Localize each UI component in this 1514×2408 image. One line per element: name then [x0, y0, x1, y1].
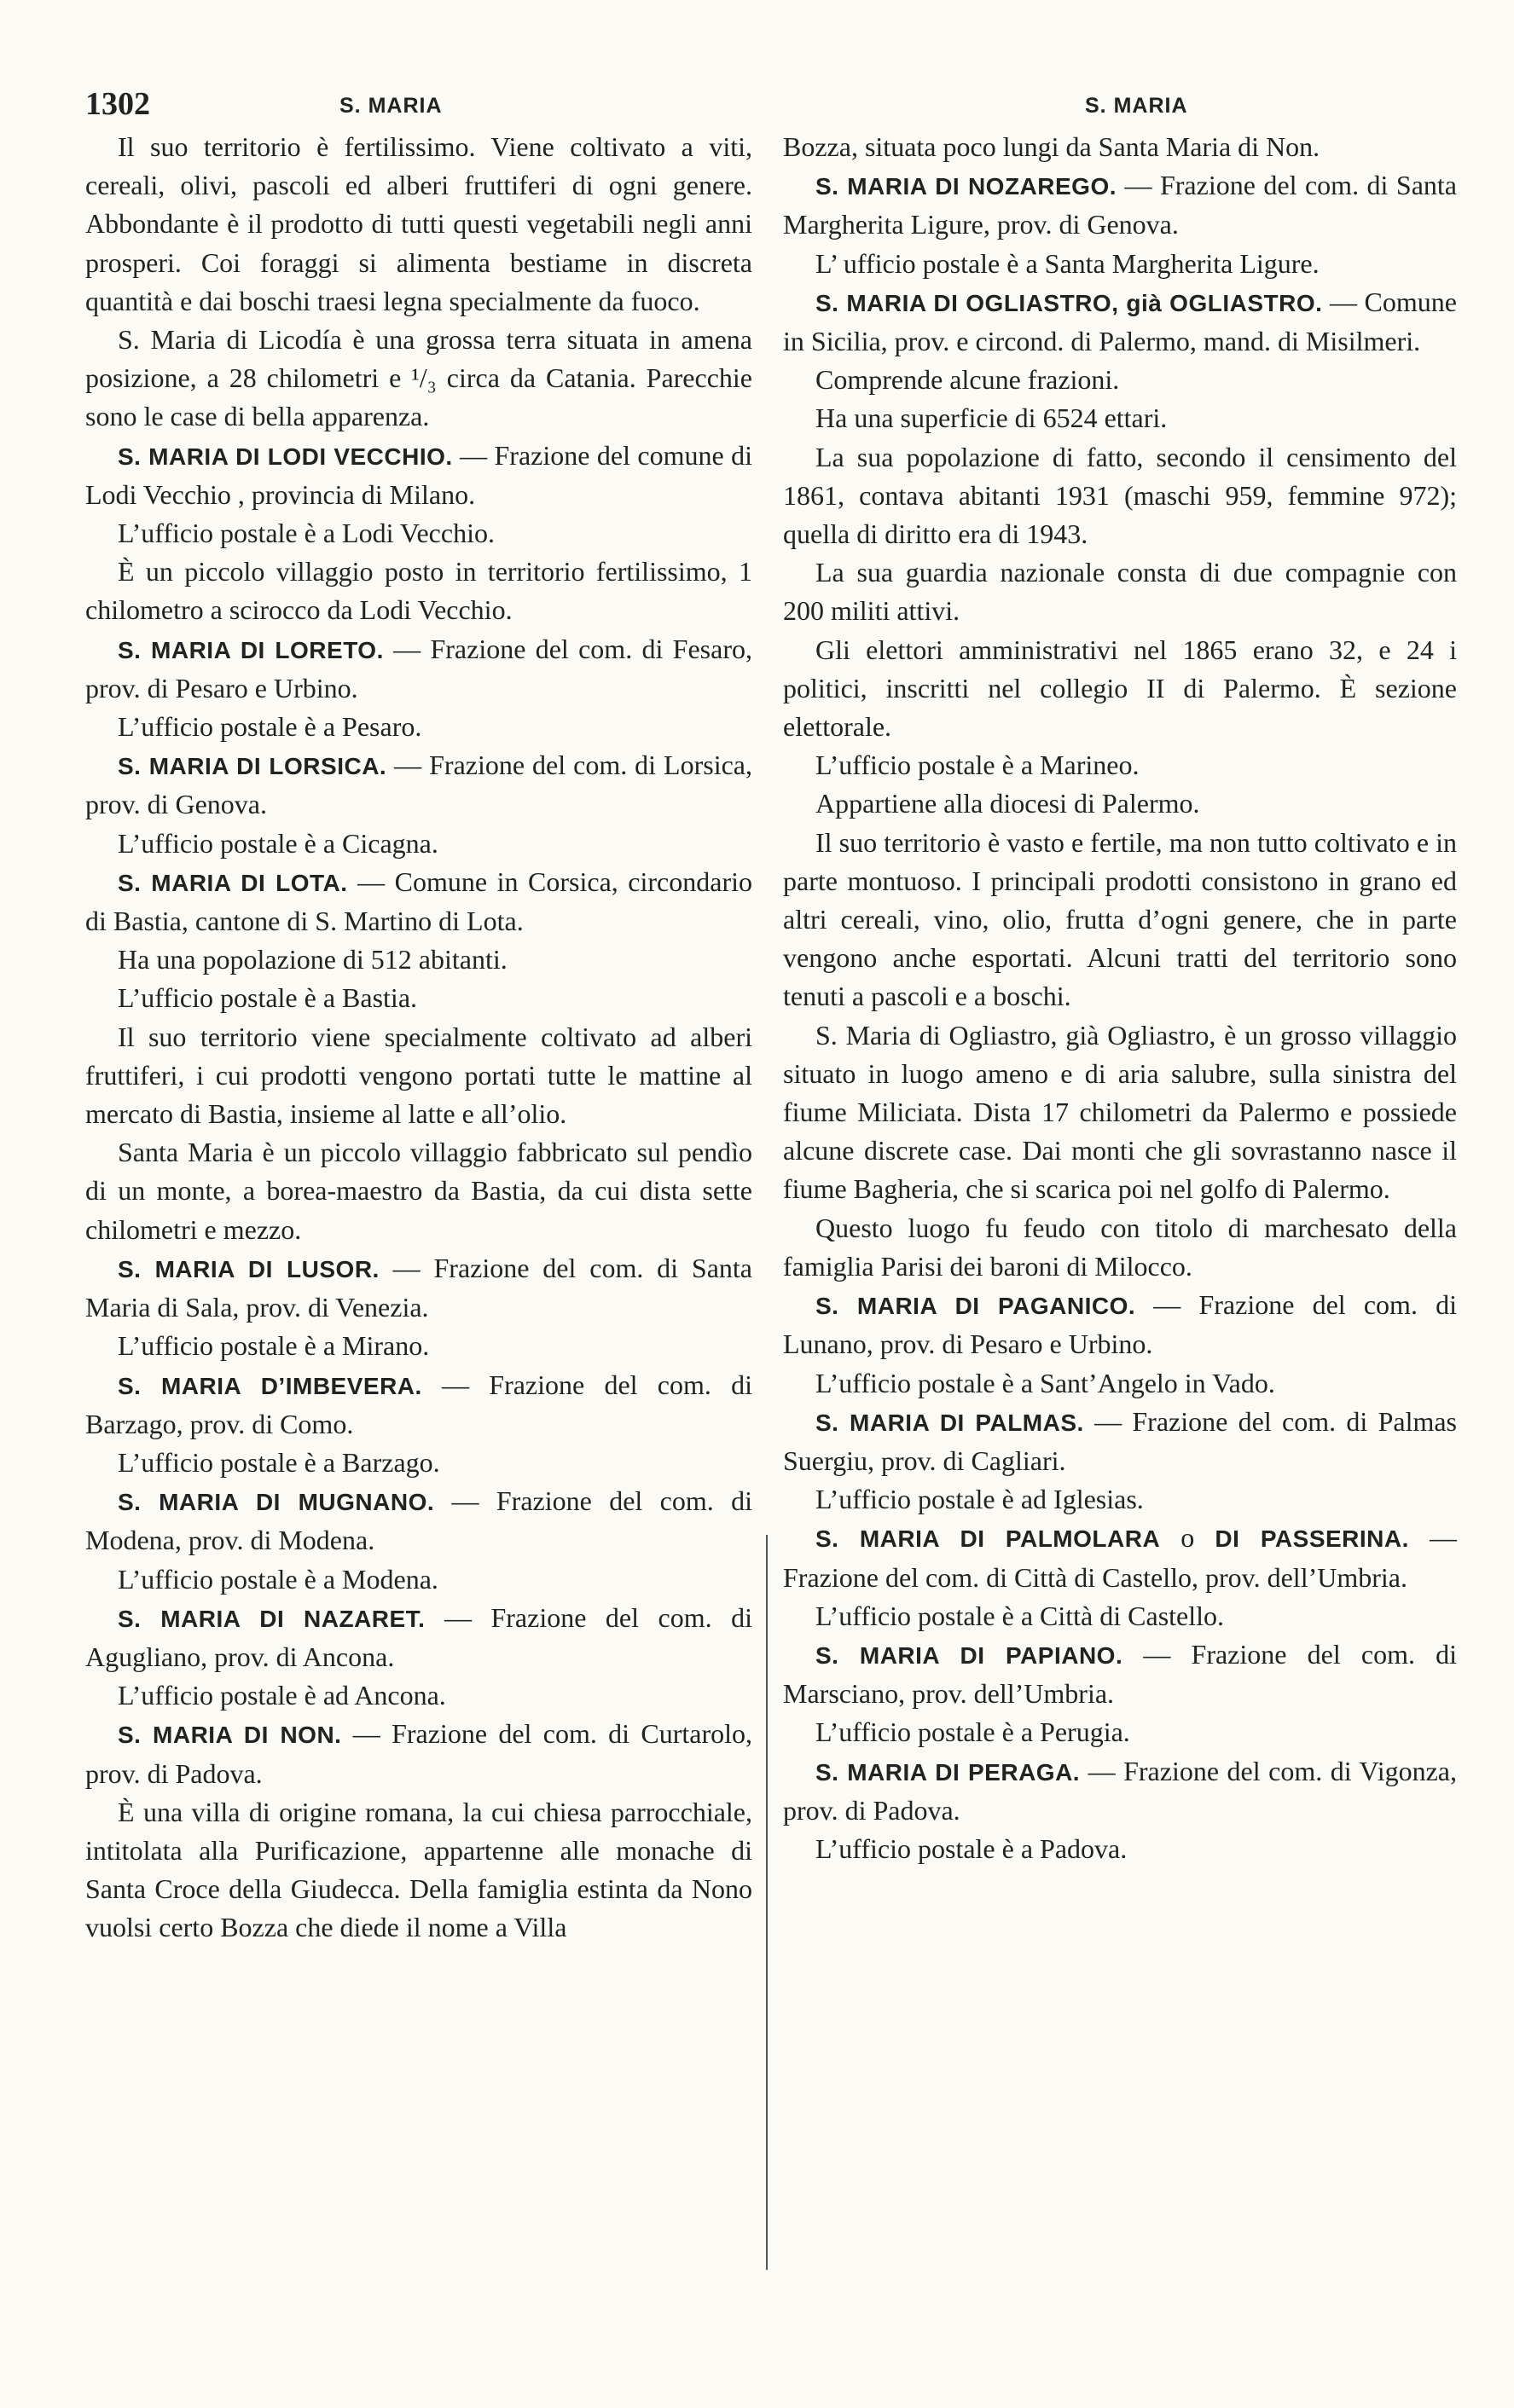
entry-heading: S. MARIA DI LODI VECCHIO. — [118, 443, 453, 470]
entry-text: — Frazione del com. di Santa Margherita Ligure, prov. di Genova. — [783, 170, 1458, 240]
running-head-left: S. MARIA — [339, 94, 443, 118]
paragraph: Ha una superficie di 6524 ettari. — [815, 402, 1168, 434]
paragraph-continued: Bozza, situata poco lungi da Santa Maria di Non. — [783, 131, 1320, 162]
paragraph: Santa Maria è un piccolo villaggio fabbricato sul pendìo di un monte, a borea-maestro da Bastia, da cui dista sette chilometri e mezzo. — [85, 1137, 752, 1245]
paragraph: L’ufficio postale è a Mirano. — [118, 1330, 430, 1362]
entry-ogliastro — [783, 283, 1457, 361]
entry-text: — Comune in Sicilia, prov. e circond. di Palermo, mand. di Misilmeri. — [783, 286, 1457, 357]
paragraph: L’ufficio postale è a Marineo. — [815, 750, 1140, 781]
entry-heading: S. MARIA DI LORETO. — [118, 636, 384, 663]
entry-paganico — [783, 1286, 1457, 1363]
paragraph: L’ ufficio postale è a Santa Margherita Ligure. — [815, 247, 1320, 279]
entry-mugnano — [85, 1482, 752, 1560]
right-column — [783, 128, 1457, 1868]
entry-text: — Frazione del com. di Agugliano, prov. di Ancona. — [85, 1601, 752, 1672]
entry-heading: S. MARIA DI NOZAREGO. — [815, 173, 1117, 200]
entry-lorsica — [85, 746, 752, 824]
entry-loreto — [85, 630, 752, 708]
entry-lota — [85, 863, 752, 941]
entry-text: — Frazione del com. di Marsciano, prov. dell’Umbria. — [783, 1638, 1457, 1710]
running-head-right: S. MARIA — [1085, 94, 1188, 118]
entry-lusor — [85, 1249, 752, 1327]
entry-text: — Frazione del com. di Palmas Suergiu, prov. di Cagliari. — [783, 1405, 1457, 1476]
paragraph: Questo luogo fu feudo con titolo di marchesato della famiglia Parisi dei baroni di Milocco. — [783, 1212, 1457, 1282]
entry-heading: S. MARIA DI PALMOLARA — [815, 1525, 1161, 1553]
paragraph: Ha una popolazione di 512 abitanti. — [118, 944, 508, 975]
entry-heading: S. MARIA D’IMBEVERA. — [118, 1372, 422, 1399]
entry-palmolara — [783, 1519, 1457, 1596]
left-column — [85, 128, 752, 1948]
paragraph: È un piccolo villaggio posto in territorio fertilissimo, 1 chilometro a scirocco da Lodi Vecchio. — [85, 556, 752, 626]
entry-imbevera — [85, 1366, 752, 1444]
paragraph: L’ufficio postale è ad Iglesias. — [815, 1484, 1144, 1515]
paragraph: L’ufficio postale è ad Ancona. — [118, 1680, 446, 1711]
entry-heading: S. MARIA DI PAPIANO. — [815, 1641, 1123, 1669]
column-divider — [766, 1535, 768, 2270]
paragraph: L’ufficio postale è a Bastia. — [118, 982, 418, 1014]
paragraph: L’ufficio postale è a Pesaro. — [118, 711, 422, 743]
paragraph: Il suo territorio è fertilissimo. Viene coltivato a viti, cereali, olivi, pascoli ed alberi fruttiferi di ogni genere. Abbondante è il prodotto di tutti questi vegetabili negli anni prosperi. Coi foraggi si alimenta bestiame in discreta quantità e dai boschi traesi legna specialmente da fuoco. — [85, 131, 752, 316]
entry-text: — Comune in Corsica, circondario di Bastia, cantone di S. Martino di Lota. — [85, 865, 753, 937]
entry-text: — Frazione del com. di Curtarolo, prov. di Padova. — [85, 1718, 752, 1789]
paragraph: L’ufficio postale è a Barzago. — [118, 1446, 440, 1478]
paragraph: L’ufficio postale è a Sant’Angelo in Vado. — [815, 1367, 1275, 1398]
paragraph: Comprende alcune frazioni. — [815, 364, 1120, 396]
paragraph: L’ufficio postale è a Lodi Vecchio. — [118, 518, 495, 549]
entry-heading: S. MARIA DI LUSOR. — [118, 1255, 380, 1282]
entry-peraga — [783, 1752, 1457, 1830]
entry-heading: S. MARIA DI NAZARET. — [118, 1605, 426, 1632]
paragraph: L’ufficio postale è a Città di Castello. — [815, 1600, 1225, 1631]
entry-non — [85, 1715, 752, 1792]
paragraph: La sua popolazione di fatto, secondo il censimento del 1861, contava abitanti 1931 (maschi 959, femmine 972); quella di diritto era di 1943. — [783, 441, 1457, 550]
paragraph: È una villa di origine romana, la cui chiesa parrocchiale, intitolata alla Purificazione, appartenne alle monache di Santa Croce della Giudecca. Della famiglia estinta da Nono vuolsi certo Bozza che diede il nome a Villa — [85, 1796, 752, 1943]
paragraph: L’ufficio postale è a Cicagna. — [118, 827, 438, 859]
paragraph: Gli elettori amministrativi nel 1865 erano 32, e 24 i politici, inscritti nel collegio II di Palermo. È sezione elettorale. — [783, 634, 1457, 743]
entry-conjunction: o — [1160, 1522, 1215, 1554]
paragraph: L’ufficio postale è a Padova. — [815, 1832, 1128, 1864]
paragraph: S. Maria di Ogliastro, già Ogliastro, è un grosso villaggio situato in luogo ameno e di aria salubre, sulla sinistra del fiume Miliciata. Dista 17 chilometri da Palermo e possiede alcune discrete case. Dai monti che gli sovrastanno nasce il fiume Bagheria, che si scarica poi nel golfo di Palermo. — [783, 1019, 1457, 1205]
entry-nazaret — [85, 1599, 752, 1676]
entry-text: — Frazione del com. di Vigonza, prov. di Padova. — [783, 1755, 1458, 1826]
paragraph: Il suo territorio è vasto e fertile, ma non tutto coltivato e in parte montuoso. I principali prodotti consistono in grano ed altri cereali, vino, olio, frutta d’ogni genere, che in parte vengono anche esportati. Alcuni tratti del territorio sono tenuti a pascoli e a boschi. — [783, 826, 1457, 1012]
entry-heading: S. MARIA DI LOTA. — [118, 869, 348, 896]
paragraph: La sua guardia nazionale consta di due compagnie con 200 militi attivi. — [783, 557, 1457, 627]
page-number: 1302 — [85, 86, 150, 122]
entry-lodi-vecchio — [85, 437, 752, 514]
entry-nozarego — [783, 166, 1457, 244]
entry-text: — Frazione del com. di Città di Castello, prov. dell’Umbria. — [783, 1522, 1458, 1593]
entry-papiano — [783, 1635, 1457, 1713]
entry-heading: S. MARIA DI MUGNANO. — [118, 1489, 435, 1516]
paragraph: Appartiene alla diocesi di Palermo. — [815, 788, 1200, 819]
paragraph: Il suo territorio viene specialmente coltivato ad alberi fruttiferi, i cui prodotti vengono portati tutte le mattine al mercato di Bastia, insieme al latte e all’olio. — [85, 1021, 752, 1130]
paragraph: L’ufficio postale è a Perugia. — [815, 1716, 1130, 1748]
entry-text: — Frazione del com. di Lorsica, prov. di Genova. — [85, 750, 752, 820]
entry-text: — Frazione del com. di Modena, prov. di Modena. — [85, 1485, 752, 1556]
paragraph: S. Maria di Licodía è una grossa terra situata in amena posizione, a 28 chilometri e ¹/₃ circa da Catania. Parecchie sono le case di bella apparenza. — [85, 324, 752, 432]
entry-heading: S. MARIA DI PALMAS. — [815, 1409, 1084, 1436]
paragraph: L’ufficio postale è a Modena. — [118, 1563, 438, 1595]
entry-text: — Frazione del com. di Barzago, prov. di Como. — [85, 1369, 753, 1439]
entry-heading-alt: DI PASSERINA. — [1215, 1525, 1409, 1553]
entry-heading: S. MARIA DI LORSICA. — [118, 753, 387, 780]
entry-heading: S. MARIA DI PAGANICO. — [815, 1293, 1136, 1320]
entry-text: — Frazione del comune di Lodi Vecchio , provincia di Milano. — [85, 439, 752, 510]
entry-heading: S. MARIA DI PERAGA. — [815, 1758, 1081, 1786]
entry-heading: S. MARIA DI OGLIASTRO, già OGLIASTRO. — [815, 289, 1323, 316]
entry-text: — Frazione del com. di Fesaro, prov. di Pesaro e Urbino. — [85, 633, 752, 703]
entry-palmas — [783, 1403, 1457, 1480]
entry-heading: S. MARIA DI NON. — [118, 1722, 342, 1749]
entry-text: — Frazione del com. di Lunano, prov. di Pesaro e Urbino. — [783, 1289, 1457, 1360]
entry-text: — Frazione del com. di Santa Maria di Sala, prov. di Venezia. — [85, 1252, 752, 1323]
